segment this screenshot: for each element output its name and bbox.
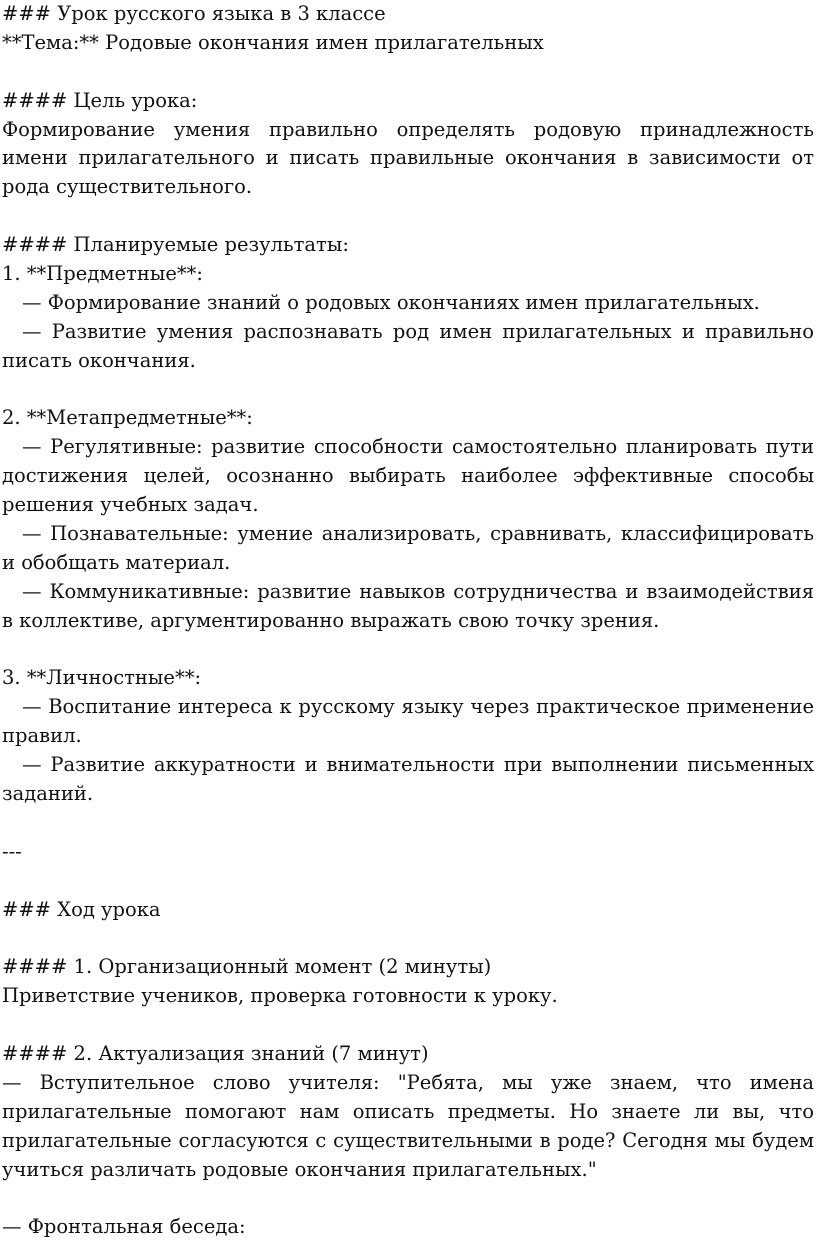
meta-result-regulatory: — Регулятивные: развитие способности самостоятельно планировать пути bbox=[22, 435, 814, 459]
meta-result-regulatory-cont-2: решения учебных задач. bbox=[2, 493, 259, 517]
stage-2-text-line-1: — Вступительное слово учителя: "Ребята, мы уже знаем, что имена bbox=[2, 1070, 814, 1094]
lesson-flow-heading: ### Ход урока bbox=[2, 897, 161, 921]
personal-result-item-1: — Воспитание интереса к русскому языку через практическое применение bbox=[22, 695, 814, 719]
blank-line bbox=[2, 376, 814, 405]
stage-2-heading: #### 2. Актуализация знаний (7 минут) bbox=[2, 1042, 429, 1066]
meta-result-regulatory-cont-1: достижения целей, осознанно выбирать наиболее эффективные способы bbox=[2, 464, 814, 488]
blank-line bbox=[2, 202, 814, 231]
blank-line bbox=[2, 636, 814, 665]
horizontal-rule-text: --- bbox=[2, 839, 22, 863]
meta-result-communicative: — Коммуникативные: развитие навыков сотрудничества и взаимодействия bbox=[22, 579, 814, 603]
subject-result-item-2: — Развитие умения распознавать род имен прилагательных и правильно bbox=[22, 319, 814, 343]
goal-text-line-2: имени прилагательного и писать правильные окончания в зависимости от bbox=[2, 146, 814, 170]
personal-results-title: 3. **Личностные**: bbox=[2, 666, 202, 690]
blank-line bbox=[2, 1185, 814, 1214]
blank-line bbox=[2, 867, 814, 896]
frontal-conversation-label: — Фронтальная беседа: bbox=[2, 1215, 246, 1239]
stage-1-text: Приветствие учеников, проверка готовности к уроку. bbox=[2, 984, 558, 1008]
stage-2-text-line-4: учиться различать родовые окончания прилагательных." bbox=[2, 1157, 597, 1181]
subject-results-title: 1. **Предметные**: bbox=[2, 262, 203, 286]
goal-text-line-1: Формирование умения правильно определять родовую принадлежность bbox=[2, 117, 814, 141]
lesson-topic: **Тема:** Родовые окончания имен прилагательных bbox=[2, 30, 544, 54]
stage-2-text-line-2: прилагательные помогают нам описать предметы. Но знаете ли вы, что bbox=[2, 1099, 814, 1123]
lesson-heading: ### Урок русского языка в 3 классе bbox=[2, 2, 386, 25]
blank-line bbox=[2, 58, 814, 87]
meta-results-title: 2. **Метапредметные**: bbox=[2, 406, 253, 430]
subject-result-item-2-cont: писать окончания. bbox=[2, 348, 196, 372]
blank-line bbox=[2, 925, 814, 954]
personal-result-item-2: — Развитие аккуратности и внимательности при выполнении письменных bbox=[22, 753, 814, 777]
subject-result-item-1: — Формирование знаний о родовых окончаниях имен прилагательных. bbox=[22, 290, 760, 314]
goal-heading: #### Цель урока: bbox=[2, 88, 198, 112]
meta-result-communicative-cont: в коллективе, аргументированно выражать свою точку зрения. bbox=[2, 608, 660, 632]
results-heading: #### Планируемые результаты: bbox=[2, 233, 349, 257]
stage-2-text-line-3: прилагательные согласуются с существительными в роде? Сегодня мы будем bbox=[2, 1128, 814, 1152]
blank-line bbox=[2, 809, 814, 838]
meta-result-cognitive: — Познавательные: умение анализировать, сравнивать, классифицировать bbox=[22, 522, 814, 546]
blank-line bbox=[2, 1011, 814, 1040]
goal-text-line-3: рода существительного. bbox=[2, 175, 253, 199]
stage-1-heading: #### 1. Организационный момент (2 минуты) bbox=[2, 955, 492, 979]
personal-result-item-2-cont: заданий. bbox=[2, 782, 94, 806]
meta-result-cognitive-cont: и обобщать материал. bbox=[2, 550, 231, 574]
personal-result-item-1-cont: правил. bbox=[2, 724, 82, 748]
